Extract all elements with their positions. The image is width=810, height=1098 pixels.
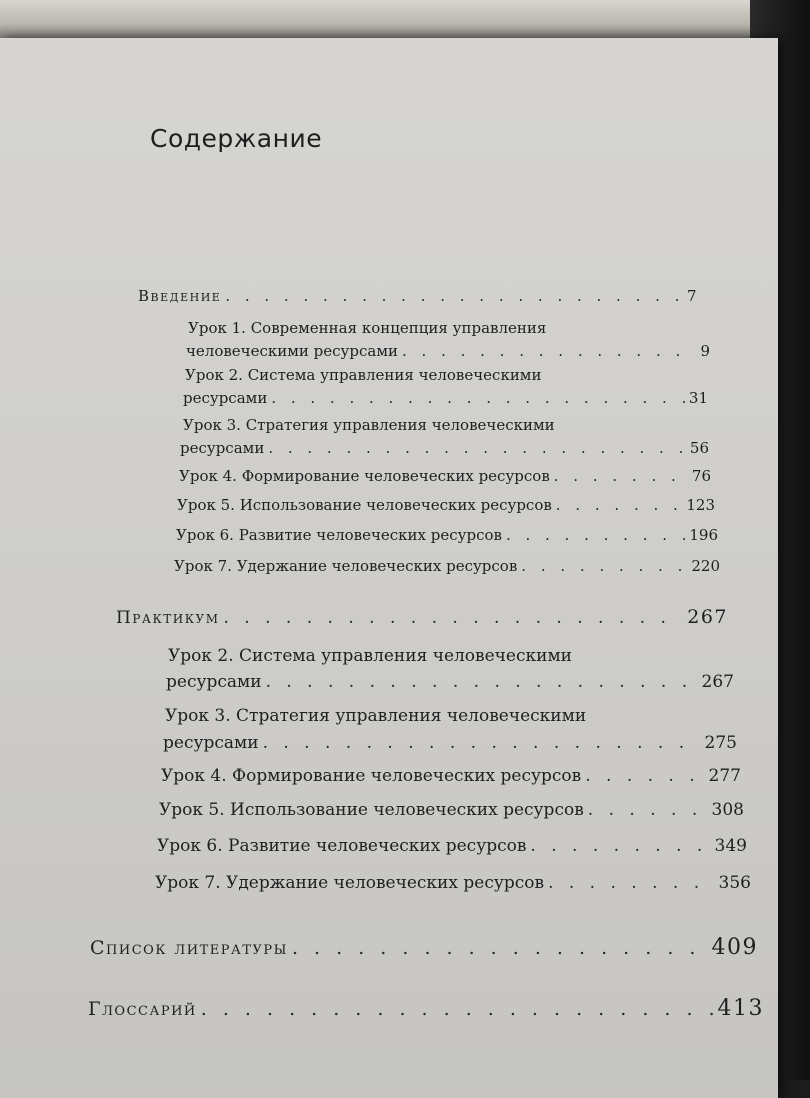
toc-entry-intro-lesson-4	[179, 467, 711, 485]
toc-entry-practicum-lesson-3	[163, 733, 737, 753]
toc-page-number: 413	[717, 996, 764, 1021]
toc-entry-intro-lesson-1	[186, 342, 710, 360]
leader-dots	[402, 342, 696, 360]
toc-page-number: 196	[689, 526, 718, 544]
toc-entry-label: Список литературы	[90, 937, 288, 959]
leader-dots	[585, 766, 704, 786]
toc-page-number: 220	[691, 557, 720, 575]
toc-page-number: 7	[686, 287, 698, 305]
page-title: Содержание	[150, 124, 323, 153]
leader-dots	[292, 937, 708, 959]
toc-entry-label: ресурсами	[183, 389, 268, 407]
leader-dots	[556, 496, 683, 514]
toc-page-number: 349	[714, 836, 747, 856]
toc-entry-intro	[138, 287, 698, 305]
toc-entry-intro-lesson-6	[176, 526, 718, 544]
toc-page-number: 123	[686, 496, 715, 514]
toc-page-number: 277	[708, 766, 741, 786]
toc-entry-practicum-lesson-5	[159, 800, 744, 820]
toc-entry-line1: Урок 3. Стратегия управления человеческими	[165, 706, 587, 726]
leader-dots	[268, 439, 686, 457]
leader-dots	[554, 467, 688, 485]
toc-entry-label: Введение	[138, 287, 222, 305]
toc-entry-line1: Урок 2. Система управления человеческими	[168, 646, 573, 666]
toc-page-number: 76	[691, 467, 711, 485]
leader-dots	[225, 287, 683, 305]
toc-page-number: 308	[711, 800, 744, 820]
toc-entry-label: Практикум	[116, 608, 220, 628]
toc-entry-label: Глоссарий	[88, 998, 197, 1020]
leader-dots	[530, 836, 710, 856]
leader-dots	[521, 557, 687, 575]
toc-page-number: 9	[700, 342, 710, 360]
toc-entry-label: ресурсами	[163, 733, 259, 753]
toc-entry-practicum-lesson-7	[155, 873, 751, 893]
toc-entry-line1: Урок 2. Система управления человеческими	[185, 366, 542, 384]
toc-entry-label: Урок 6. Развитие человеческих ресурсов	[176, 526, 502, 544]
toc-entry-label: Урок 4. Формирование человеческих ресурсов	[161, 766, 582, 786]
leader-dots	[271, 389, 685, 407]
toc-entry-label: человеческими ресурсами	[186, 342, 398, 360]
toc-page-number: 31	[688, 389, 708, 407]
toc-entry-references	[90, 935, 758, 960]
leader-dots	[224, 608, 684, 628]
toc-entry-label: Урок 5. Использование человеческих ресурсов	[159, 800, 584, 820]
toc-entry-intro-lesson-3	[180, 439, 709, 457]
toc-page-number: 267	[701, 672, 734, 692]
leader-dots	[266, 672, 698, 692]
toc-entry-practicum-lesson-6	[157, 836, 747, 856]
toc-entry-label: Урок 7. Удержание человеческих ресурсов	[174, 557, 518, 575]
toc-entry-intro-lesson-2	[183, 389, 708, 407]
toc-page-number: 56	[689, 439, 709, 457]
toc-page-number: 267	[687, 606, 728, 628]
toc-page-number: 275	[704, 733, 737, 753]
toc-entry-label: Урок 5. Использование человеческих ресурсов	[177, 496, 552, 514]
leader-dots	[506, 526, 685, 544]
toc-entry-label: ресурсами	[166, 672, 262, 692]
toc-page-number: 356	[718, 873, 751, 893]
toc-entry-label: Урок 4. Формирование человеческих ресурсов	[179, 467, 550, 485]
toc-entry-intro-lesson-7	[174, 557, 720, 575]
leader-dots	[548, 873, 714, 893]
toc-entry-glossary	[88, 996, 764, 1021]
toc-entry-line1: Урок 1. Современная концепция управления	[188, 319, 547, 337]
leader-dots	[201, 998, 714, 1020]
toc-entry-label: Урок 7. Удержание человеческих ресурсов	[155, 873, 545, 893]
book-page	[0, 38, 778, 1098]
leader-dots	[263, 733, 701, 753]
toc-entry-label: ресурсами	[180, 439, 265, 457]
toc-entry-intro-lesson-5	[177, 496, 715, 514]
toc-entry-line1: Урок 3. Стратегия управления человеческими	[183, 416, 555, 434]
toc-entry-practicum	[116, 606, 728, 628]
leader-dots	[588, 800, 708, 820]
toc-entry-practicum-lesson-4	[161, 766, 741, 786]
toc-entry-practicum-lesson-2	[166, 672, 734, 692]
toc-entry-label: Урок 6. Развитие человеческих ресурсов	[157, 836, 527, 856]
toc-page-number: 409	[711, 935, 758, 960]
